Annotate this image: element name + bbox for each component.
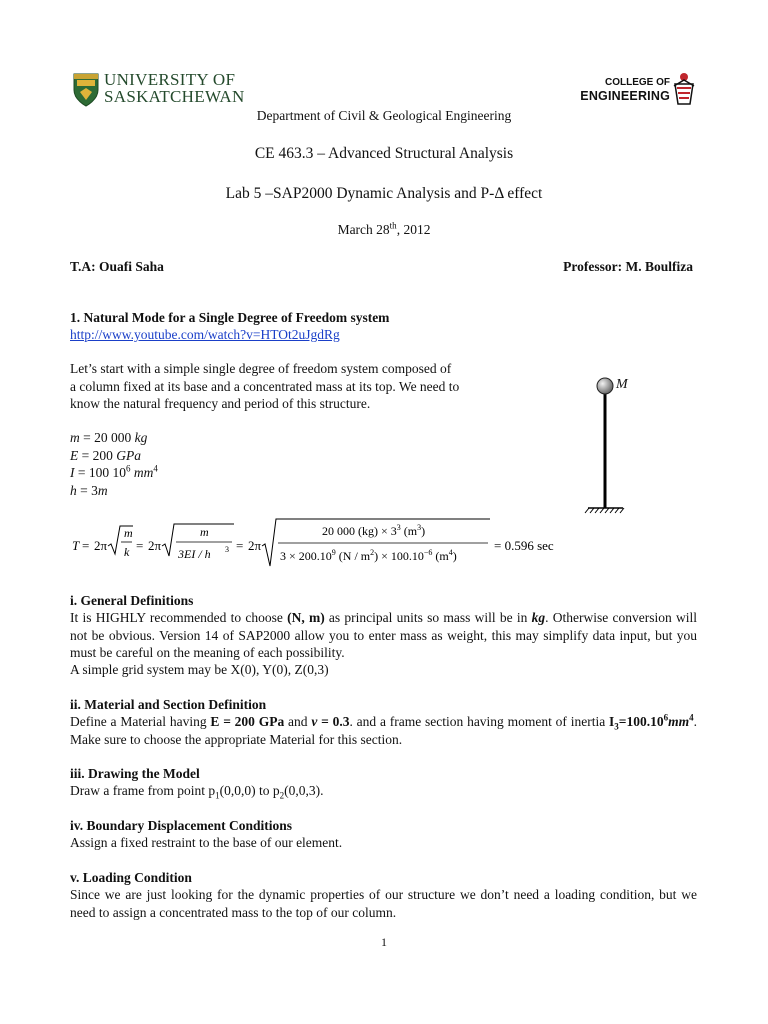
grid-system-text: A simple grid system may be X(0), Y(0), Z(0,3)	[70, 662, 329, 677]
mass-ball	[597, 378, 613, 394]
parameter-list	[70, 429, 158, 499]
youtube-link[interactable]: http://www.youtube.com/watch?v=HTOt2uJgdRg	[70, 327, 340, 342]
teaching-assistant: T.A: Ouafi Saha	[70, 259, 164, 274]
university-line-1: UNIVERSITY OF	[104, 70, 236, 89]
university-crest-icon	[72, 72, 100, 108]
param-E: E = 200 GPa	[70, 447, 141, 463]
professor: Professor: M. Boulfiza	[563, 259, 693, 274]
formula-result: = 0.596 sec	[494, 538, 554, 553]
svg-text:=: =	[136, 538, 144, 553]
section-ii-paragraph: Define a Material having E = 200 GPa and v = 0.3. and a frame section having moment of inertia $I_3=100.10^6mm^4$. Make sure to choose the appropriate Material for this section.	[70, 712, 697, 747]
column-mass-diagram	[583, 372, 643, 520]
param-h: h = 3m	[70, 482, 108, 498]
university-name	[104, 71, 245, 105]
formula-T: T	[72, 538, 80, 553]
section-iii-heading: iii. Drawing the Model	[70, 766, 200, 781]
page-number: 1	[381, 935, 387, 949]
college-logo	[575, 72, 700, 108]
svg-text:3 × 200.109 (N / m2) × 100.10−: $3 \times 200.10^9$ $(N / m^2) \times 100.10^{-6}$ $(m^4)$	[280, 548, 457, 563]
section-iv-text: Assign a fixed restraint to the base of our element.	[70, 835, 343, 850]
svg-text:2π: 2π	[248, 538, 262, 553]
period-formula	[70, 514, 610, 574]
section-i-heading: i. General Definitions	[70, 593, 194, 608]
section-i-paragraph: It is HIGHLY recommended to choose (N, m) as principal units so mass will be in kg. Otherwise conversion will not be obvious. Version 14 of SAP2000 allow you to enter mass as weight, this may simplify data input, but you must be careful on the meaning of each possibility.	[70, 610, 697, 660]
svg-text:2π: 2π	[148, 538, 162, 553]
intro-paragraph: Let’s start with a simple single degree of freedom system composed of a column fixed at its base and a concentrated mass at its top. We need to know the natural frequency and period of this structure.	[70, 361, 460, 411]
department-name: Department of Civil & Geological Engineering	[256, 108, 512, 123]
param-I: I = 100 $10^6$ $mm^4$	[70, 463, 158, 480]
svg-text:3: 3	[225, 545, 229, 554]
university-logo	[72, 70, 245, 112]
svg-text:m: m	[200, 525, 209, 539]
engineering-emblem-icon	[672, 72, 696, 108]
svg-text:m: m	[124, 526, 133, 540]
course-title: CE 463.3 – Advanced Structural Analysis	[254, 145, 514, 162]
section-v-heading: v. Loading Condition	[70, 870, 192, 885]
svg-text:20 000 (kg) × 33 (m3): 20 000 $(kg) \times 3^3$ $(m^3)$	[322, 523, 426, 538]
svg-text:2π: 2π	[94, 538, 108, 553]
section-iv-heading: iv. Boundary Displacement Conditions	[70, 818, 293, 833]
section-1-heading: 1. Natural Mode for a Single Degree of Freedom system	[70, 310, 390, 325]
svg-text:=: =	[236, 538, 244, 553]
svg-text:=: =	[82, 538, 90, 553]
lab-title: Lab 5 –SAP2000 Dynamic Analysis and P-Δ effect	[225, 185, 543, 202]
college-line-2: ENGINEERING	[580, 89, 670, 103]
svg-text:3EI / h: 3EI / h	[178, 547, 211, 561]
section-ii-heading: ii. Material and Section Definition	[70, 697, 267, 712]
mass-label: M	[616, 377, 628, 392]
svg-text:k: k	[124, 545, 130, 559]
college-line-1: COLLEGE OF	[605, 77, 670, 88]
university-line-2: SASKATCHEWAN	[104, 87, 245, 106]
section-v-text: Since we are just looking for the dynamic properties of our structure we don’t need a loading condition, but we need to assign a concentrated mass to the top of our column.	[70, 887, 697, 920]
section-iii-text: Draw a frame from point $p_1(0,0,0)$ to $p_2(0,0,3)$.	[70, 783, 324, 801]
param-m: m = 20 000 kg	[70, 430, 148, 445]
date: March 28th, 2012	[337, 220, 431, 237]
